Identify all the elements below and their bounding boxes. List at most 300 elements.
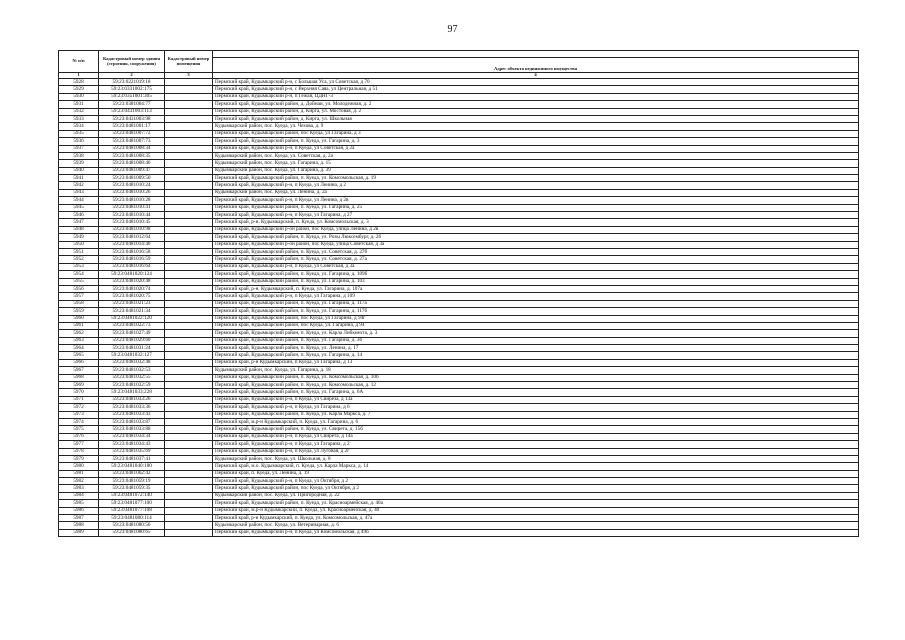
premises-cell	[165, 507, 213, 514]
header-address-blank	[213, 51, 859, 58]
premises-cell	[165, 152, 213, 159]
cadastral-number-cell: 59:23:0481033:228	[99, 389, 165, 396]
cadastral-number-cell: 59:23:0481010:24	[99, 182, 165, 189]
header-cadastral: Кадастровый номер здания (строения, сооружения)	[99, 51, 165, 73]
cadastral-number-cell: 59:23:0481080:56	[99, 522, 165, 529]
table-row	[59, 404, 859, 411]
row-number-cell: 5953	[59, 263, 99, 270]
cadastral-number-cell: 59:23:0481016:58	[99, 248, 165, 255]
address-cell: Пермский край, Кудымкарский р-н, п Куеда, ул Гагарина, д 27	[213, 212, 859, 219]
premises-cell	[165, 352, 213, 359]
cadastral-number-cell: 59:23:0481008:46	[99, 160, 165, 167]
cadastral-number-cell: 59:23:0481020:75	[99, 293, 165, 300]
row-number-cell: 5930	[59, 93, 99, 100]
table-row	[59, 382, 859, 389]
cadastral-number-cell: 59:23:0481033:26	[99, 396, 165, 403]
premises-cell	[165, 300, 213, 307]
address-cell: Пермский край, Кудымкарский р-н, п Гежая, ЦДНГ-3	[213, 93, 859, 100]
table-row	[59, 448, 859, 455]
address-cell: Пермский край, Кудымкарский р-н, п Куеда, ул Ленина, д 2в	[213, 197, 859, 204]
cadastral-number-cell: 59:23:0481035:69	[99, 448, 165, 455]
row-number-cell: 5979	[59, 455, 99, 462]
row-number-cell: 5968	[59, 374, 99, 381]
premises-cell	[165, 234, 213, 241]
row-number-cell: 5982	[59, 478, 99, 485]
premises-cell	[165, 86, 213, 93]
cadastral-number-cell: 59:23:0481014:40	[99, 241, 165, 248]
cadastral-number-cell: 59:23:0481037:41	[99, 455, 165, 462]
premises-cell	[165, 418, 213, 425]
cadastral-number-cell: 59:23:0481021:23	[99, 300, 165, 307]
cadastral-number-cell: 59:23:0481032:59	[99, 382, 165, 389]
row-number-cell: 5965	[59, 352, 99, 359]
address-cell: Пермский край, Кудымкарский район, п. Куеда, ул. Ленина, д. 17	[213, 345, 859, 352]
table-row	[59, 248, 859, 255]
premises-cell	[165, 470, 213, 477]
row-number-cell: 5932	[59, 108, 99, 115]
table-row	[59, 93, 859, 100]
cadastral-number-cell: 59:23:0331002:175	[99, 86, 165, 93]
address-cell: Пермский край, Кудымкарский район, пос Куеда, ул Октября, д 2	[213, 485, 859, 492]
table-row	[59, 278, 859, 285]
row-number-cell: 5974	[59, 418, 99, 425]
address-cell: Пермский край, Кудымкарский р-н, п Куеда, ул Советская, д 3а	[213, 263, 859, 270]
premises-cell	[165, 492, 213, 499]
premises-cell	[165, 322, 213, 329]
cadastral-number-cell: 59:23:0481080:65	[99, 529, 165, 536]
table-row	[59, 478, 859, 485]
table-row	[59, 359, 859, 366]
table-row	[59, 389, 859, 396]
row-number-cell: 5938	[59, 152, 99, 159]
address-cell: Пермский край, Кудымкарский район, п. Куеда, ул. Красноармейская, д. 40а	[213, 500, 859, 507]
premises-cell	[165, 330, 213, 337]
premises-cell	[165, 160, 213, 167]
address-cell: Пермский край, Кудымкарский район, д. Кирга, ул. Школьная	[213, 115, 859, 122]
premises-cell	[165, 93, 213, 100]
address-cell: Пермский край, Кудымкарский район, п. Куеда, ул. Советская, д. 27б	[213, 248, 859, 255]
table-row	[59, 204, 859, 211]
cadastral-number-cell: 59:23:0481032:55	[99, 374, 165, 381]
address-cell: Кудымкарский район, пос. Куеда, ул. Гагарина, д. 15	[213, 160, 859, 167]
address-cell: Пермский край, р-н Кудымкарский, п. Куеда, ул. Комсомольская, д. 47а	[213, 515, 859, 522]
premises-cell	[165, 433, 213, 440]
row-number-cell: 5981	[59, 470, 99, 477]
premises-cell	[165, 175, 213, 182]
cadastral-number-cell: 59:23:0481034:43	[99, 441, 165, 448]
table-row	[59, 285, 859, 292]
address-cell: Пермский край, Кудымкарский р-н, п Куеда, ул Луговая, д 2г	[213, 448, 859, 455]
table-row	[59, 441, 859, 448]
address-cell: Пермский край, Кудымкарский район, п. Куеда, ул. Гагарина, д. 109б	[213, 271, 859, 278]
row-number-cell: 5935	[59, 130, 99, 137]
premises-cell	[165, 529, 213, 536]
address-cell: Кудымкарский район, пос. Куеда, ул. Ленина, д. 2а	[213, 189, 859, 196]
premises-cell	[165, 389, 213, 396]
table-row	[59, 115, 859, 122]
row-number-cell: 5959	[59, 308, 99, 315]
premises-cell	[165, 241, 213, 248]
premises-cell	[165, 278, 213, 285]
address-cell: Пермский край, р-н Кудымкарский, п Куеда, ул Гагарина, д 13	[213, 359, 859, 366]
address-cell: Кудымкарский район, пос. Куеда, ул. Советская, д. 2а	[213, 152, 859, 159]
header-num: № п/п	[59, 51, 99, 73]
table-body	[59, 79, 859, 537]
table-row	[59, 308, 859, 315]
row-number-cell: 5970	[59, 389, 99, 396]
premises-cell	[165, 367, 213, 374]
cadastral-number-cell: 59:23:0481020:74	[99, 285, 165, 292]
cadastral-number-cell: 59:23:0481080:114	[99, 515, 165, 522]
cadastral-number-cell: 59:23:0481010:45	[99, 219, 165, 226]
premises-cell	[165, 359, 213, 366]
cadastral-number-cell: 59:23:0431003:113	[99, 108, 165, 115]
address-cell: Пермский край, Кудымкарский район, п. Куеда, ул. Гагарина, д. 14	[213, 352, 859, 359]
cadastral-number-cell: 59:23:0481032:53	[99, 367, 165, 374]
cadastral-number-cell: 59:23:0481020:48	[99, 278, 165, 285]
table-row	[59, 492, 859, 499]
address-cell: Пермский край, Кудымкарский р-н, п Куеда, ул Свиреза, д 13а	[213, 396, 859, 403]
row-number-cell: 5948	[59, 226, 99, 233]
row-number-cell: 5978	[59, 448, 99, 455]
header-colnum: 2	[99, 73, 165, 79]
address-cell: Кудымкарский район, пос. Куеда, ул. Гагарина, д. 39	[213, 167, 859, 174]
premises-cell	[165, 426, 213, 433]
cadastral-number-cell: 59:23:0481072:140	[99, 492, 165, 499]
cadastral-number-cell: 59:23:0481027:49	[99, 330, 165, 337]
table-row	[59, 123, 859, 130]
address-cell: Пермский край, р-н. Кудымкарский, п. Куеда, ул. Комсомольская, д. 3	[213, 219, 859, 226]
table-row	[59, 455, 859, 462]
table-row	[59, 130, 859, 137]
cadastral-number-cell: 59:23:0481059:35	[99, 485, 165, 492]
cadastral-number-cell: 59:23:0481032:48	[99, 359, 165, 366]
row-number-cell: 5986	[59, 507, 99, 514]
premises-cell	[165, 382, 213, 389]
premises-cell	[165, 226, 213, 233]
premises-cell	[165, 345, 213, 352]
address-cell: Пермский край, Кудымкарский р-он район, пос Куеда, улица Советская, д 3а	[213, 241, 859, 248]
table-row	[59, 101, 859, 108]
address-cell: Кудымкарский район, пос. Куеда, ул. Гагарина, д. 18	[213, 367, 859, 374]
address-cell: Пермский край, Кудымкарский район, пос Куеда, ул Гагарина, д 3	[213, 130, 859, 137]
address-cell: Пермский край, Кудымкарский район, п. Куеда, ул. Комсомольская, д. 19	[213, 175, 859, 182]
table-row	[59, 522, 859, 529]
row-number-cell: 5942	[59, 182, 99, 189]
table-row	[59, 175, 859, 182]
premises-cell	[165, 308, 213, 315]
table-row	[59, 271, 859, 278]
cadastral-number-cell: 59:23:0481016:64	[99, 263, 165, 270]
row-number-cell: 5976	[59, 433, 99, 440]
address-cell: Кудымкарский район, пос. Куеда, ул. Ветеринарная, д. 6	[213, 522, 859, 529]
cadastral-number-cell: 59:23:0481022:73	[99, 322, 165, 329]
table-row	[59, 108, 859, 115]
table-row	[59, 367, 859, 374]
header-colnum: 4	[213, 73, 859, 79]
row-number-cell: 5977	[59, 441, 99, 448]
address-cell: Пермский край, р-н. Кудымкарский, п. Куеда, ул. Гагарина, д. 107а	[213, 285, 859, 292]
premises-cell	[165, 101, 213, 108]
cadastral-number-cell: 59:23:0481021:34	[99, 308, 165, 315]
row-number-cell: 5954	[59, 271, 99, 278]
premises-cell	[165, 500, 213, 507]
row-number-cell: 5963	[59, 337, 99, 344]
address-cell: Пермский край, Кудымкарский р-н, п Куеда, ул Гагарина, д 109	[213, 293, 859, 300]
premises-cell	[165, 182, 213, 189]
cadastral-number-cell: 59:23:0481009:47	[99, 167, 165, 174]
cadastral-number-cell: 59:23:0481029:60	[99, 337, 165, 344]
table-row	[59, 315, 859, 322]
header-colnum: 3	[165, 73, 213, 79]
table-row	[59, 182, 859, 189]
table-row	[59, 411, 859, 418]
cadastral-number-cell: 59:23:0481040:180	[99, 463, 165, 470]
premises-cell	[165, 108, 213, 115]
cadastral-number-cell: 59:23:0481034:34	[99, 433, 165, 440]
table-row	[59, 241, 859, 248]
table-row	[59, 507, 859, 514]
table-row	[59, 337, 859, 344]
premises-cell	[165, 411, 213, 418]
premises-cell	[165, 293, 213, 300]
row-number-cell: 5929	[59, 86, 99, 93]
table-row	[59, 79, 859, 86]
row-number-cell: 5962	[59, 330, 99, 337]
table-row	[59, 300, 859, 307]
header-address: Адрес объекта недвижимого имущества	[213, 58, 859, 73]
row-number-cell: 5955	[59, 278, 99, 285]
table-row	[59, 322, 859, 329]
row-number-cell: 5937	[59, 145, 99, 152]
address-cell: Пермский край, Кудымкарский р-н, п Куеда, ул Свирета, д 14а	[213, 433, 859, 440]
table-row	[59, 145, 859, 152]
row-number-cell: 5969	[59, 382, 99, 389]
row-number-cell: 5983	[59, 485, 99, 492]
cadastral-number-cell: 59:23:0481032:127	[99, 352, 165, 359]
address-cell: Пермский край, м.р-н Кудымкарский, п. Куеда, ул. Красноармейская, д. 40	[213, 507, 859, 514]
premises-cell	[165, 248, 213, 255]
cadastral-number-cell: 59:23:0481010:28	[99, 197, 165, 204]
address-cell: Пермский край, Кудымкарский р-н, п Куеда, ул Гагарина, д 2	[213, 441, 859, 448]
premises-cell	[165, 271, 213, 278]
table-row	[59, 293, 859, 300]
table-row	[59, 86, 859, 93]
address-cell: Пермский край, Кудымкарский район, п. Куеда, ул. Комсомольская, д. 10б	[213, 374, 859, 381]
address-cell: Пермский край, Кудымкарский район, д. Кирга, ул. Мостовая, д. 2	[213, 108, 859, 115]
table-row	[59, 515, 859, 522]
address-cell: Пермский край, Кудымкарский р-н, п Куеда, ул Октября, д 2	[213, 478, 859, 485]
table-row	[59, 529, 859, 536]
cadastral-number-cell: 59:23:0481012:64	[99, 234, 165, 241]
table-row	[59, 226, 859, 233]
cadastral-number-cell: 59:23:0351001:305	[99, 93, 165, 100]
table-row	[59, 212, 859, 219]
table-row	[59, 500, 859, 507]
address-cell: Пермский край, Кудымкарский район, п. Куеда, ул. Комсомольская, д. 12	[213, 382, 859, 389]
premises-cell	[165, 463, 213, 470]
table-row	[59, 485, 859, 492]
address-cell: Пермский край, Кудымкарский район, п. Куеда, ул. Свирета, д. 15б	[213, 426, 859, 433]
row-number-cell: 5950	[59, 241, 99, 248]
premises-cell	[165, 212, 213, 219]
premises-cell	[165, 337, 213, 344]
premises-cell	[165, 448, 213, 455]
premises-cell	[165, 167, 213, 174]
table-row	[59, 189, 859, 196]
row-number-cell: 5928	[59, 79, 99, 86]
premises-cell	[165, 315, 213, 322]
address-cell: Пермский край, Кудымкарский район, пос Куеда, ул. Гагарина, д 94	[213, 322, 859, 329]
premises-cell	[165, 79, 213, 86]
premises-cell	[165, 441, 213, 448]
table-row	[59, 345, 859, 352]
cadastral-number-cell: 59:23:0481033:43	[99, 411, 165, 418]
row-number-cell: 5936	[59, 138, 99, 145]
row-number-cell: 5966	[59, 359, 99, 366]
cadastral-number-cell: 59:23:0481016:59	[99, 256, 165, 263]
cadastral-number-cell: 59:23:0481010:44	[99, 212, 165, 219]
row-number-cell: 5951	[59, 248, 99, 255]
header-colnum: 1	[59, 73, 99, 79]
address-cell: Пермский край, м.о. Кудымкарский, п. Куеда, ул. Карла Маркса, д. 14	[213, 463, 859, 470]
address-cell: Пермский край, Кудымкарский район, п. Куеда, ул. Карла Маркса, д. 7	[213, 411, 859, 418]
row-number-cell: 5972	[59, 404, 99, 411]
premises-cell	[165, 522, 213, 529]
address-cell: Пермский край, Кудымкарский район, п. Куеда, ул. Гагарина, д. 36	[213, 337, 859, 344]
table-row	[59, 197, 859, 204]
address-cell: Пермский край, Кудымкарский р-н, п Куеда, ул Комсомольская, д 49б	[213, 529, 859, 536]
premises-cell	[165, 478, 213, 485]
row-number-cell: 5984	[59, 492, 99, 499]
table-row	[59, 433, 859, 440]
row-number-cell: 5971	[59, 396, 99, 403]
address-cell: Пермский край, Кудымкарский район, п. Куеда, ул. Гагарина, д. 6А	[213, 389, 859, 396]
premises-cell	[165, 404, 213, 411]
row-number-cell: 5941	[59, 175, 99, 182]
cadastral-number-cell: 59:23:0221019:18	[99, 79, 165, 86]
address-cell: Пермский край, Кудымкарский район, п. Куеда, ул. Гагарина, д. 117а	[213, 300, 859, 307]
cadastral-number-cell: 59:23:0481033:88	[99, 426, 165, 433]
cadastral-number-cell: 59:23:0481007:73	[99, 138, 165, 145]
cadastral-number-cell: 59:23:0481008:35	[99, 152, 165, 159]
row-number-cell: 5988	[59, 522, 99, 529]
address-cell: Кудымкарский район, пос. Куеда, ул. Школьная, д. 8	[213, 455, 859, 462]
cadastral-number-cell: 59:23:0381004:77	[99, 101, 165, 108]
row-number-cell: 5989	[59, 529, 99, 536]
row-number-cell: 5931	[59, 101, 99, 108]
premises-cell	[165, 374, 213, 381]
premises-cell	[165, 515, 213, 522]
address-cell: Пермский край, Кудымкарский р-н, п Куеда, ул Ленина, д 2	[213, 182, 859, 189]
address-cell: Кудымкарский район, пос. Куеда, ул. Чехова, д. 9	[213, 123, 859, 130]
cadastral-number-cell: 59:23:0481033:36	[99, 404, 165, 411]
table-row	[59, 219, 859, 226]
cadastral-number-cell: 59:23:0481020:124	[99, 271, 165, 278]
address-cell: Пермский край, Кудымкарский р-н, с Верхняя Сава, ул Центральная, д 51	[213, 86, 859, 93]
address-cell: Пермский край, Кудымкарский район, п. Куеда, ул. Гагарина, д. 3	[213, 138, 859, 145]
property-table	[58, 50, 859, 537]
table-row	[59, 463, 859, 470]
premises-cell	[165, 263, 213, 270]
address-cell: Пермский край, Кудымкарский район, п. Куеда, ул. Розы Люксембург, д. 26	[213, 234, 859, 241]
address-cell: Пермский край, Кудымкарский р-он район, пос Куеда, улица Ленина, д 2в	[213, 226, 859, 233]
cadastral-number-cell: 59:23:0481010:98	[99, 226, 165, 233]
row-number-cell: 5952	[59, 256, 99, 263]
cadastral-number-cell: 59:23:0481010:41	[99, 204, 165, 211]
row-number-cell: 5934	[59, 123, 99, 130]
row-number-cell: 5980	[59, 463, 99, 470]
page-number: 97	[447, 24, 458, 35]
premises-cell	[165, 130, 213, 137]
address-cell: Пермский край, Кудымкарский район, п. Куеда, ул. Советская, д. 27а	[213, 256, 859, 263]
table-row	[59, 352, 859, 359]
cadastral-number-cell: 59:23:0481077:100	[99, 500, 165, 507]
row-number-cell: 5940	[59, 167, 99, 174]
row-number-cell: 5967	[59, 367, 99, 374]
row-number-cell: 5975	[59, 426, 99, 433]
address-cell: Пермский край, Кудымкарский р-н, с Большая Уса, ул Советская, д 70	[213, 79, 859, 86]
row-number-cell: 5964	[59, 345, 99, 352]
address-cell: Пермский край, Кудымкарский р-н, п Куеда, ул Гагарина, д 6	[213, 404, 859, 411]
row-number-cell: 5946	[59, 212, 99, 219]
row-number-cell: 5958	[59, 300, 99, 307]
row-number-cell: 5933	[59, 115, 99, 122]
table-row	[59, 138, 859, 145]
table-row	[59, 418, 859, 425]
row-number-cell: 5973	[59, 411, 99, 418]
table-row	[59, 256, 859, 263]
table-row	[59, 167, 859, 174]
premises-cell	[165, 123, 213, 130]
address-cell: Пермский край, Кудымкарский район, д. Дойнаи, ул. Молодежная, д. 2	[213, 101, 859, 108]
address-cell: Пермский край, Кудымкарский район, п. Куеда, ул. Гагарина, д. 25	[213, 204, 859, 211]
table-row	[59, 470, 859, 477]
row-number-cell: 5945	[59, 204, 99, 211]
row-number-cell: 5961	[59, 322, 99, 329]
address-cell: Пермский край, Кудымкарский район, п. Куеда, ул. Гагарина, д. 103	[213, 278, 859, 285]
address-cell: Кудымкарский район, пос. Куеда, ул. Пригородная, д. 22	[213, 492, 859, 499]
table-row	[59, 374, 859, 381]
premises-cell	[165, 396, 213, 403]
premises-cell	[165, 256, 213, 263]
row-number-cell: 5939	[59, 160, 99, 167]
table-row	[59, 234, 859, 241]
cadastral-number-cell: 59:23:0431003:98	[99, 115, 165, 122]
row-number-cell: 5947	[59, 219, 99, 226]
address-cell: Пермский край, Кудымкарский район, п. Куеда, ул. Карла Либкнехта, д. 3	[213, 330, 859, 337]
cadastral-number-cell: 59:23:0481001:17	[99, 123, 165, 130]
address-cell: Пермский край, Кудымкарский район, п. Куеда, ул. Гагарина, д. 117б	[213, 308, 859, 315]
address-cell: Пермский край, м.р-н Кудымкарский, п. Куеда, ул. Гагарина, д. 6	[213, 418, 859, 425]
premises-cell	[165, 197, 213, 204]
cadastral-number-cell: 59:23:0481059:19	[99, 478, 165, 485]
row-number-cell: 5960	[59, 315, 99, 322]
address-cell: Пермский край, Кудымкарский район, пос Куеда, ул Гагарина, д 94г	[213, 315, 859, 322]
cadastral-number-cell: 59:23:0481077:108	[99, 507, 165, 514]
premises-cell	[165, 204, 213, 211]
table-row	[59, 263, 859, 270]
cadastral-number-cell: 59:23:0481033:87	[99, 418, 165, 425]
row-number-cell: 5944	[59, 197, 99, 204]
premises-cell	[165, 485, 213, 492]
cadastral-number-cell: 59:23:0481007:72	[99, 130, 165, 137]
table-row	[59, 330, 859, 337]
cadastral-number-cell: 59:23:0481010:26	[99, 189, 165, 196]
cadastral-number-cell: 59:23:0481062:42	[99, 470, 165, 477]
row-number-cell: 5987	[59, 515, 99, 522]
row-number-cell: 5949	[59, 234, 99, 241]
